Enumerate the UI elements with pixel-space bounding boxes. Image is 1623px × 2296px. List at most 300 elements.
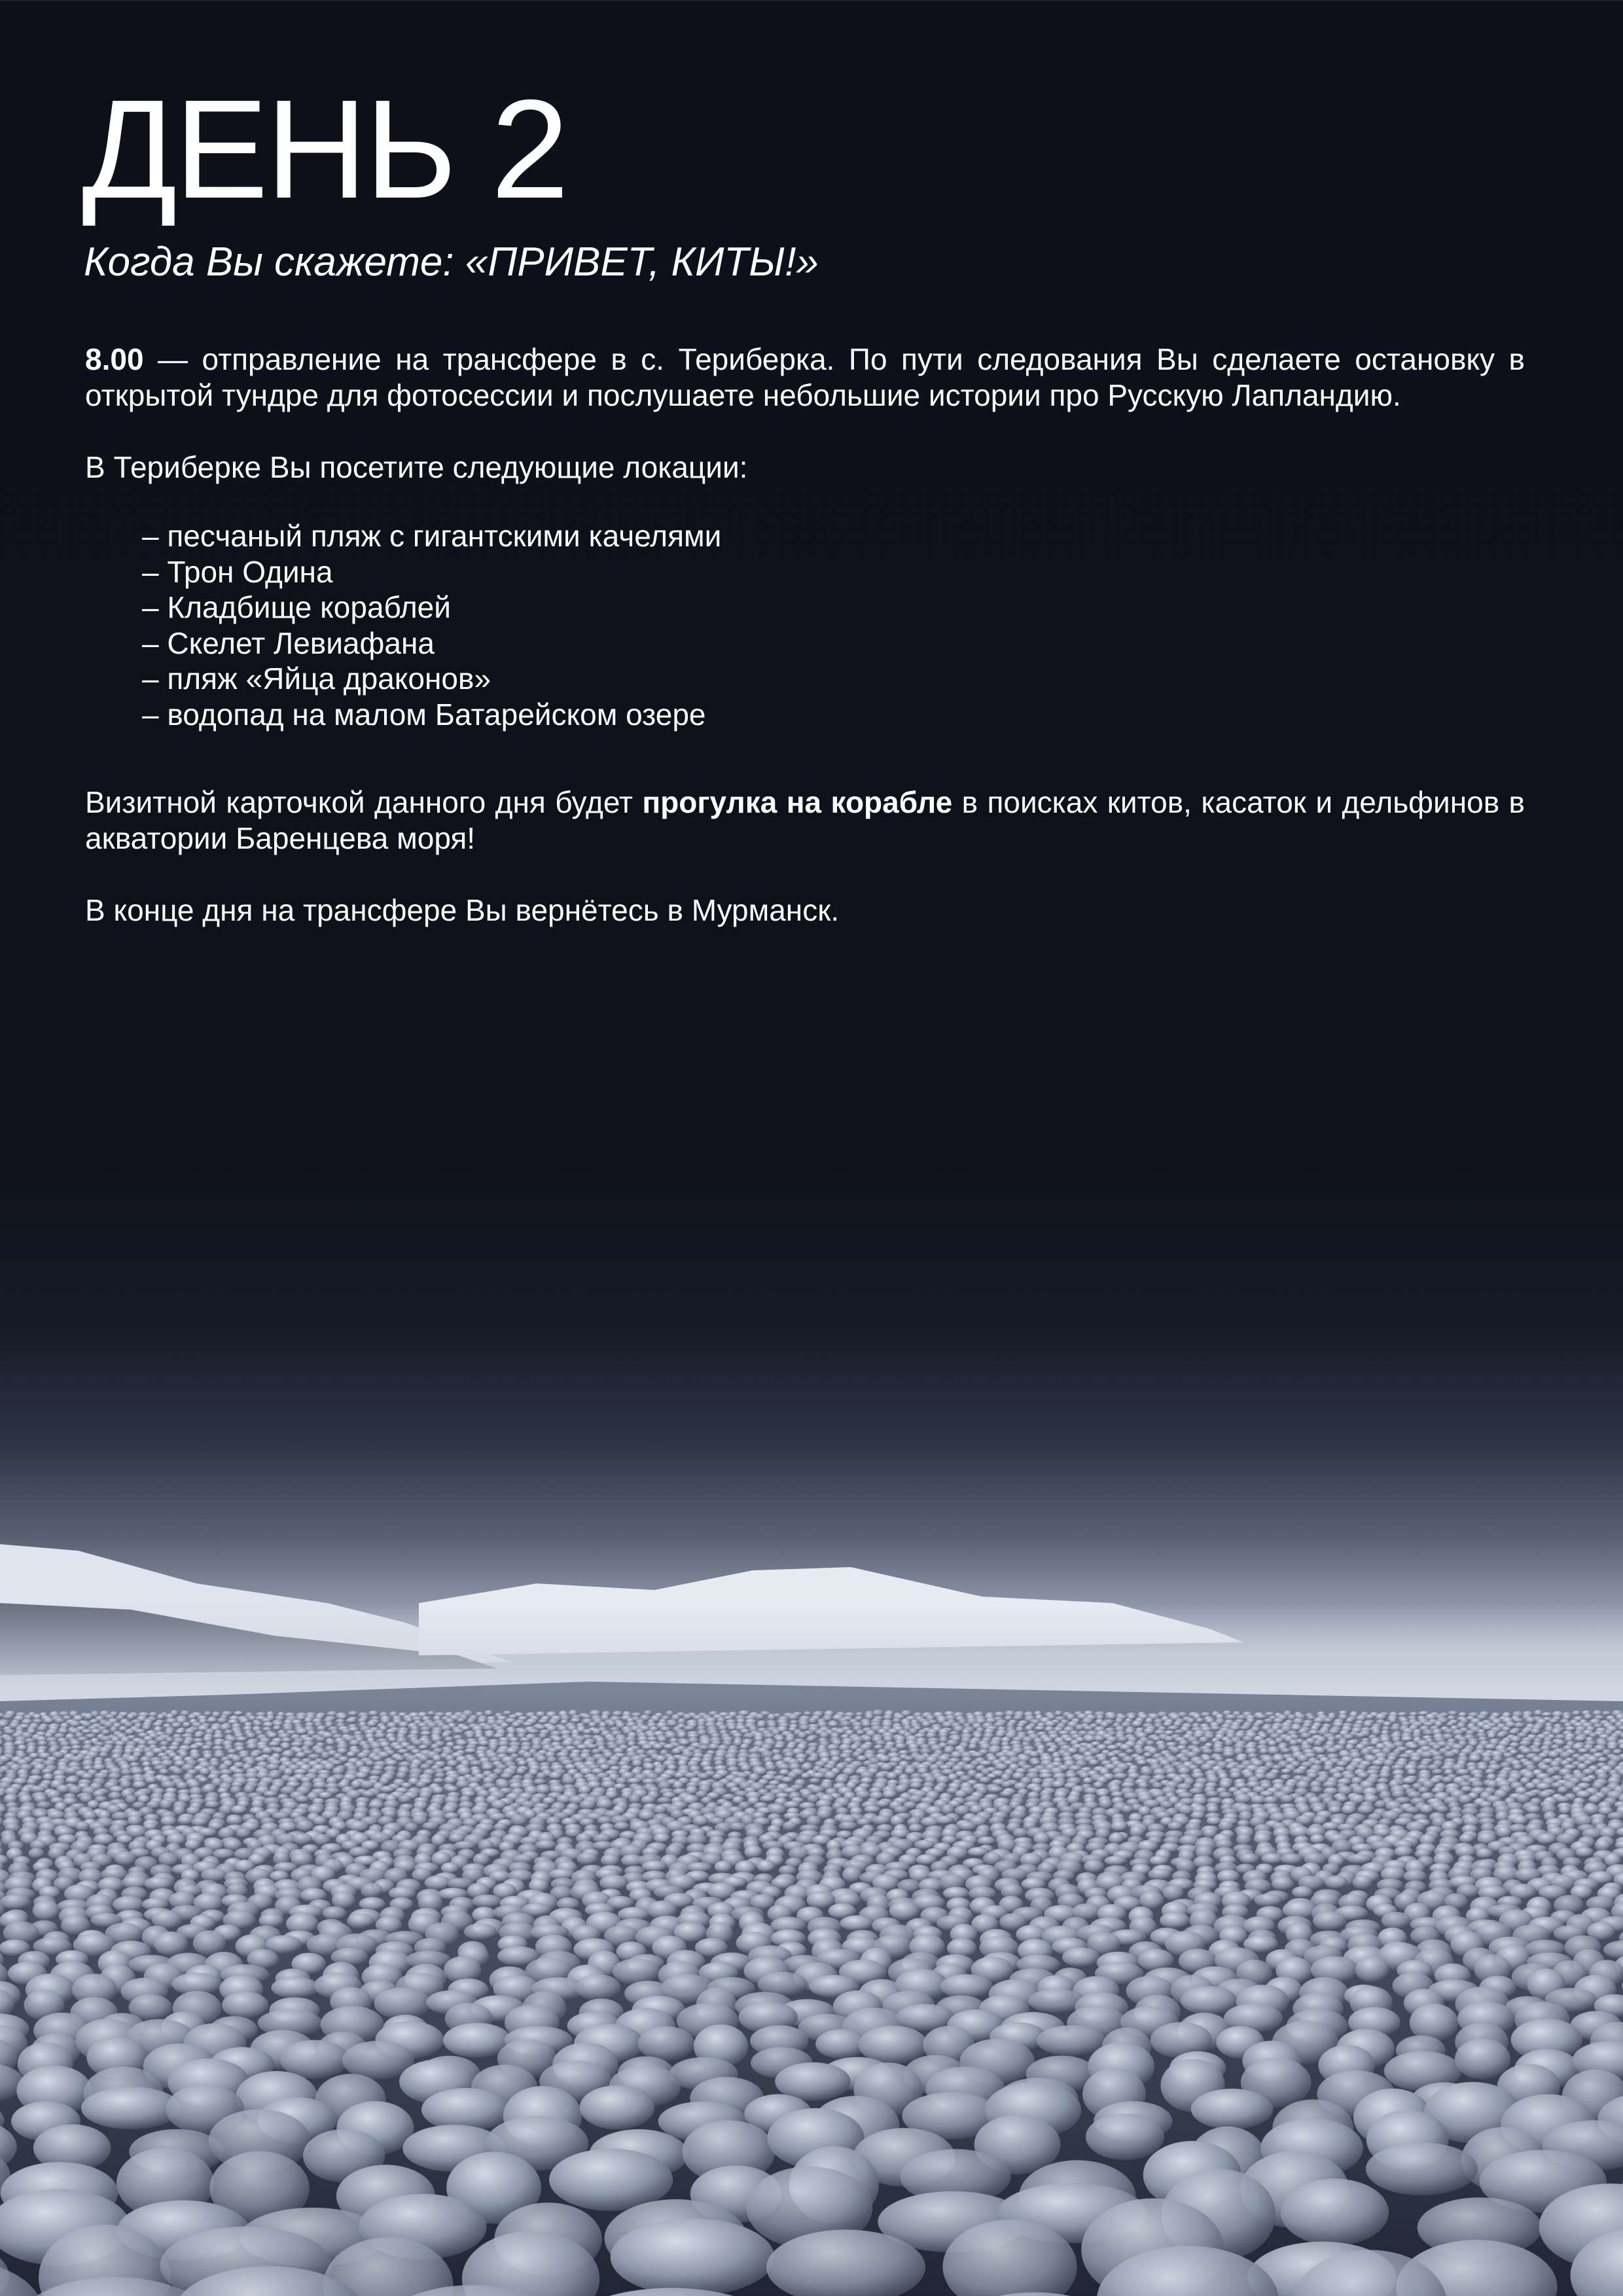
pebble — [444, 1737, 454, 1742]
pebble — [472, 1894, 502, 1908]
pebble — [1174, 1729, 1185, 1734]
pebble — [157, 1714, 165, 1720]
pebble — [611, 2218, 775, 2296]
pebble — [281, 1751, 294, 1758]
pebble — [1037, 2025, 1105, 2055]
pebble — [1488, 1733, 1496, 1739]
pebble — [418, 1744, 429, 1750]
pebble — [1423, 1729, 1434, 1736]
pebble — [1029, 1751, 1040, 1757]
pebble — [806, 1737, 815, 1742]
pebble — [769, 1804, 787, 1815]
pebble — [1407, 1769, 1417, 1775]
pebble — [1323, 1781, 1338, 1788]
pebble — [227, 1749, 237, 1754]
pebble — [1292, 1886, 1313, 1898]
pebble — [465, 1748, 477, 1754]
pebble — [580, 2085, 655, 2130]
pebble — [191, 1817, 208, 1826]
pebble — [910, 1782, 922, 1789]
pebble — [268, 1741, 280, 1746]
pebble — [1602, 1711, 1612, 1716]
return-paragraph: В конце дня на трансфере Вы вернётесь в Мурманск. — [85, 893, 840, 927]
pebble — [536, 1786, 551, 1795]
pebble — [222, 1992, 268, 2019]
pebble — [361, 1883, 382, 1898]
pebble — [798, 1732, 806, 1739]
pebble — [1537, 1833, 1556, 1845]
pebble — [1382, 1912, 1411, 1930]
pebble — [1496, 1826, 1512, 1839]
pebble — [501, 1773, 513, 1778]
pebble — [75, 1821, 90, 1831]
pebble — [262, 1722, 274, 1727]
pebble — [632, 1759, 643, 1767]
pebble — [1281, 1748, 1291, 1753]
pebble — [1531, 1728, 1541, 1735]
pebble — [842, 1867, 862, 1882]
pebble — [160, 1740, 169, 1746]
pebble — [946, 1740, 959, 1747]
pebble — [935, 1816, 954, 1825]
pebble — [904, 1756, 914, 1761]
pebble — [1225, 1714, 1237, 1720]
list-item: – Кладбище кораблей — [142, 590, 451, 624]
pebble — [1314, 1740, 1323, 1746]
pebble — [812, 1773, 826, 1778]
pebble — [693, 1816, 709, 1826]
pebble — [971, 1752, 984, 1758]
pebble — [466, 1733, 475, 1739]
pebble — [1484, 1744, 1497, 1750]
pebble — [214, 1741, 223, 1746]
pebble — [144, 1877, 173, 1890]
pebble — [506, 1748, 518, 1754]
pebble — [486, 1733, 495, 1738]
pebble — [1240, 1853, 1259, 1863]
pebble — [1575, 1847, 1594, 1857]
pebble — [549, 1772, 562, 1780]
pebble — [31, 1769, 41, 1776]
pebble — [658, 1737, 668, 1742]
pebble — [347, 1913, 374, 1929]
pebble — [183, 1722, 191, 1727]
pebble — [1525, 1782, 1537, 1790]
pebble — [883, 1790, 897, 1799]
pebble — [484, 1710, 493, 1716]
pebble — [262, 1747, 274, 1755]
pebble — [586, 1744, 598, 1749]
pebble — [1497, 1732, 1506, 1738]
pebble — [1086, 2113, 1164, 2160]
pebble — [1107, 1744, 1119, 1750]
pebble — [1444, 1729, 1454, 1735]
pebble — [348, 1711, 359, 1716]
pebble — [894, 1806, 908, 1814]
pebble — [37, 1725, 48, 1731]
pebble — [190, 1744, 200, 1750]
pebble — [955, 1790, 967, 1799]
pebble — [70, 1756, 84, 1763]
pebble — [730, 1822, 747, 1831]
pebble — [518, 1760, 527, 1767]
pebble — [43, 1773, 54, 1780]
pebble — [510, 1814, 528, 1826]
pebble — [1383, 1722, 1392, 1727]
pebble — [672, 1748, 683, 1755]
pebble — [1323, 1718, 1333, 1723]
pebble — [575, 1974, 621, 2000]
pebble — [1236, 1833, 1251, 1846]
pebble — [644, 1763, 656, 1771]
pebble — [1083, 1777, 1094, 1784]
pebble — [296, 1752, 306, 1758]
pebble — [588, 1722, 597, 1727]
pebble — [1213, 1748, 1225, 1754]
pebble — [1272, 1877, 1294, 1890]
pebble — [1062, 1947, 1099, 1967]
pebble — [1122, 1756, 1134, 1763]
pebble — [1230, 1772, 1242, 1779]
pebble — [234, 1711, 243, 1716]
subtitle: Когда Вы скажете: «ПРИВЕТ, КИТЫ!» — [84, 239, 819, 285]
pebble — [1402, 1777, 1417, 1784]
pebble — [1574, 1736, 1586, 1742]
pebble — [1347, 1854, 1372, 1864]
pebble — [1401, 1736, 1413, 1742]
pebble — [1559, 1806, 1571, 1814]
pebble — [712, 1774, 722, 1780]
highlight-bold: прогулка на корабле — [642, 785, 953, 819]
pebble — [1013, 1715, 1024, 1720]
pebble — [1311, 1786, 1323, 1793]
pebble — [1613, 1749, 1622, 1755]
pebble — [1152, 1782, 1164, 1789]
pebble — [804, 1711, 812, 1716]
pebble — [385, 1759, 399, 1766]
pebble — [1436, 1806, 1449, 1813]
pebble — [161, 1781, 176, 1789]
pebble — [202, 1745, 213, 1750]
pebble — [374, 1733, 387, 1739]
pebble — [1558, 1786, 1568, 1793]
pebble — [1196, 1718, 1204, 1723]
pebble — [809, 1718, 817, 1724]
pebble — [145, 1776, 157, 1784]
pebble — [422, 1822, 439, 1830]
pebble — [313, 1816, 327, 1826]
pebble — [296, 1795, 310, 1803]
pebble — [1355, 1956, 1389, 1983]
list-item: – Трон Одина — [142, 554, 333, 589]
pebble — [601, 1854, 620, 1866]
pebble — [1149, 1856, 1168, 1865]
pebble — [654, 1833, 670, 1843]
pebble — [642, 1744, 654, 1750]
departure-text: — отправление на трансфере в с. Териберка. По пути следования Вы сделаете остановку в открытой тундре для фотосессии и послушаете небольшие истории про Русскую Лапландию. — [85, 342, 1525, 412]
pebble — [1084, 1860, 1104, 1873]
pebble — [1374, 1800, 1386, 1809]
pebble — [1514, 1718, 1524, 1723]
pebble — [764, 1733, 776, 1739]
pebble — [872, 1815, 891, 1825]
pebble — [528, 1729, 541, 1734]
pebble — [109, 1792, 122, 1800]
pebble — [346, 1752, 356, 1757]
pebble — [452, 1745, 465, 1750]
pebble — [27, 1778, 38, 1786]
pebble — [1448, 1710, 1458, 1716]
pebble — [271, 1977, 319, 1998]
pebble — [346, 1718, 357, 1723]
pebble — [1163, 1885, 1184, 1901]
pebble — [446, 1786, 458, 1792]
pebble — [840, 1721, 851, 1727]
pebble — [457, 1718, 465, 1722]
pebble — [71, 1745, 82, 1750]
pebble — [254, 1722, 262, 1727]
pebble — [363, 1790, 375, 1797]
pebble — [1572, 1710, 1581, 1716]
pebble — [1035, 1726, 1046, 1731]
pebble — [1268, 1740, 1277, 1747]
pebble — [743, 1733, 755, 1739]
pebble — [1379, 1773, 1391, 1779]
pebble — [755, 1714, 765, 1720]
pebble — [315, 1737, 325, 1742]
pebble — [267, 1732, 277, 1739]
pebble — [327, 1740, 335, 1746]
pebble — [538, 1719, 548, 1723]
pebble — [224, 1729, 234, 1735]
pebble — [1534, 1710, 1543, 1716]
pebble — [1372, 1760, 1385, 1766]
pebble — [1094, 1782, 1104, 1789]
pebble — [767, 1714, 776, 1721]
pebble — [979, 1776, 991, 1783]
pebble — [516, 1768, 526, 1775]
pebble — [82, 1773, 94, 1780]
departure-paragraph — [85, 342, 1525, 414]
pebble — [638, 2026, 695, 2061]
pebble — [865, 1806, 881, 1813]
pebble — [1310, 1834, 1325, 1844]
pebble — [361, 1780, 375, 1789]
pebble — [1001, 1781, 1012, 1788]
pebble — [1178, 1792, 1194, 1799]
pebble — [160, 1799, 173, 1810]
pebble — [1219, 1821, 1234, 1831]
pebble — [840, 1915, 874, 1931]
pebble — [126, 1756, 139, 1763]
pebble — [863, 1736, 872, 1742]
pebble — [959, 1822, 976, 1831]
pebble — [641, 1795, 656, 1805]
pebble — [1391, 1725, 1401, 1731]
pebble — [127, 1714, 135, 1720]
pebble — [562, 1776, 576, 1785]
pebble — [201, 1868, 227, 1882]
pebble — [1366, 1714, 1374, 1720]
pebble — [1342, 1805, 1357, 1815]
pebble — [1160, 1912, 1190, 1928]
pebble — [909, 1824, 923, 1832]
pebble — [577, 1852, 598, 1865]
pebble — [81, 1729, 92, 1733]
pebble — [342, 1729, 351, 1735]
pebble — [1261, 1853, 1283, 1864]
pebble — [1146, 1740, 1154, 1746]
pebble — [679, 1740, 690, 1746]
pebble — [1512, 1815, 1527, 1825]
pebble — [355, 1772, 368, 1779]
pebble — [1584, 1714, 1593, 1720]
pebble — [370, 1770, 383, 1776]
pebble — [1556, 1796, 1571, 1803]
pebble — [1520, 1740, 1532, 1746]
pebble — [1117, 1737, 1128, 1742]
pebble — [1541, 1712, 1553, 1717]
pebble — [399, 1795, 412, 1803]
pebble — [1581, 1777, 1594, 1783]
pebble — [977, 1837, 995, 1845]
pebble — [395, 1756, 405, 1761]
highlight-text-before: Визитной карточкой данного дня будет — [85, 785, 643, 819]
pebble — [99, 1752, 108, 1757]
pebble — [774, 1744, 785, 1749]
pebble — [1264, 1718, 1274, 1723]
pebble — [1202, 1749, 1213, 1754]
pebble — [1420, 1805, 1434, 1814]
pebble — [397, 1772, 407, 1780]
page-title: ДЕНЬ 2 — [82, 70, 567, 228]
pebble — [593, 1729, 601, 1735]
pebble — [597, 1799, 613, 1809]
pebble — [296, 1820, 314, 1832]
pebble — [1148, 1868, 1171, 1880]
pebble — [37, 1801, 52, 1809]
pebble — [274, 1747, 283, 1753]
pebble — [194, 1733, 203, 1738]
pebble — [236, 1737, 248, 1742]
pebble — [1444, 1751, 1455, 1758]
pebble — [810, 1778, 821, 1784]
pebble — [741, 1764, 751, 1772]
pebble — [226, 1816, 243, 1826]
pebble — [43, 1718, 54, 1724]
pebble — [115, 1852, 136, 1866]
pebble — [365, 1761, 374, 1767]
pebble — [583, 1729, 593, 1735]
pebble — [677, 1731, 687, 1739]
pebble — [213, 1733, 224, 1739]
pebble — [969, 1743, 978, 1750]
pebble — [599, 1875, 628, 1890]
pebble — [175, 1729, 185, 1735]
pebble — [789, 1714, 800, 1721]
pebble — [478, 1740, 490, 1746]
pebble — [33, 1900, 60, 1921]
pebble — [642, 1861, 668, 1872]
pebble — [607, 1721, 616, 1727]
locations-intro: В Териберке Вы посетите следующие локации: — [85, 450, 748, 484]
pebble — [1256, 1714, 1267, 1720]
pebble — [772, 1756, 784, 1761]
pebble — [349, 1740, 361, 1746]
pebble — [828, 1722, 838, 1727]
list-item: – водопад на малом Батарейском озере — [142, 697, 706, 732]
pebble — [893, 1718, 901, 1723]
pebble — [1207, 1805, 1219, 1813]
pebble — [1281, 2179, 1389, 2246]
pebble — [444, 1776, 456, 1784]
pebble — [435, 1773, 446, 1778]
pebble — [1190, 1811, 1205, 1820]
pebble — [872, 1710, 883, 1717]
pebble — [889, 1901, 920, 1920]
pebble — [296, 1728, 308, 1735]
pebble — [880, 1763, 893, 1771]
pebble — [18, 1744, 27, 1751]
pebble — [1421, 1751, 1434, 1758]
pebble — [1293, 1769, 1306, 1775]
pebble — [1336, 1761, 1348, 1767]
list-item: – Скелет Левиафана — [142, 626, 435, 660]
pebble — [1075, 1724, 1084, 1731]
pebble — [198, 1777, 209, 1783]
pebble — [464, 1923, 497, 1940]
pebble — [1531, 1748, 1543, 1754]
highlight-text-after: в поисках китов, касаток и дельфинов в акватории Баренцева моря! — [85, 785, 1525, 855]
pebble — [177, 1782, 188, 1790]
pebble — [321, 1752, 330, 1759]
pebble — [470, 1760, 482, 1766]
pebble — [1325, 1875, 1347, 1889]
pebble — [421, 2088, 510, 2131]
pebble — [571, 1718, 581, 1723]
pebble — [942, 1722, 953, 1728]
pebble — [553, 1737, 563, 1742]
pebble — [1013, 1828, 1029, 1838]
pebble — [1089, 1759, 1099, 1766]
pebble — [1377, 1778, 1389, 1784]
pebble — [3, 1714, 14, 1719]
pebble — [801, 1773, 811, 1779]
pebble — [839, 1822, 857, 1830]
pebble — [657, 1797, 672, 1803]
pebble — [782, 1776, 794, 1783]
locations-list — [142, 518, 1623, 732]
pebble — [1476, 1848, 1493, 1859]
pebble — [264, 1791, 278, 1797]
pebble — [433, 1786, 444, 1795]
pebble — [154, 1932, 188, 1956]
pebble — [205, 1801, 220, 1808]
pebble — [1469, 1755, 1482, 1762]
pebble — [1265, 1772, 1278, 1780]
pebble — [1514, 1722, 1525, 1728]
pebble — [1289, 1739, 1298, 1746]
pebble — [783, 1821, 797, 1831]
pebble — [38, 1740, 48, 1746]
pebble — [613, 1958, 660, 1985]
pebble — [1346, 1718, 1353, 1723]
pebble — [1141, 1768, 1153, 1776]
pebble — [1164, 1736, 1174, 1742]
pebble — [231, 1805, 247, 1814]
pebble — [1109, 1832, 1124, 1845]
pebble — [994, 1712, 1005, 1718]
